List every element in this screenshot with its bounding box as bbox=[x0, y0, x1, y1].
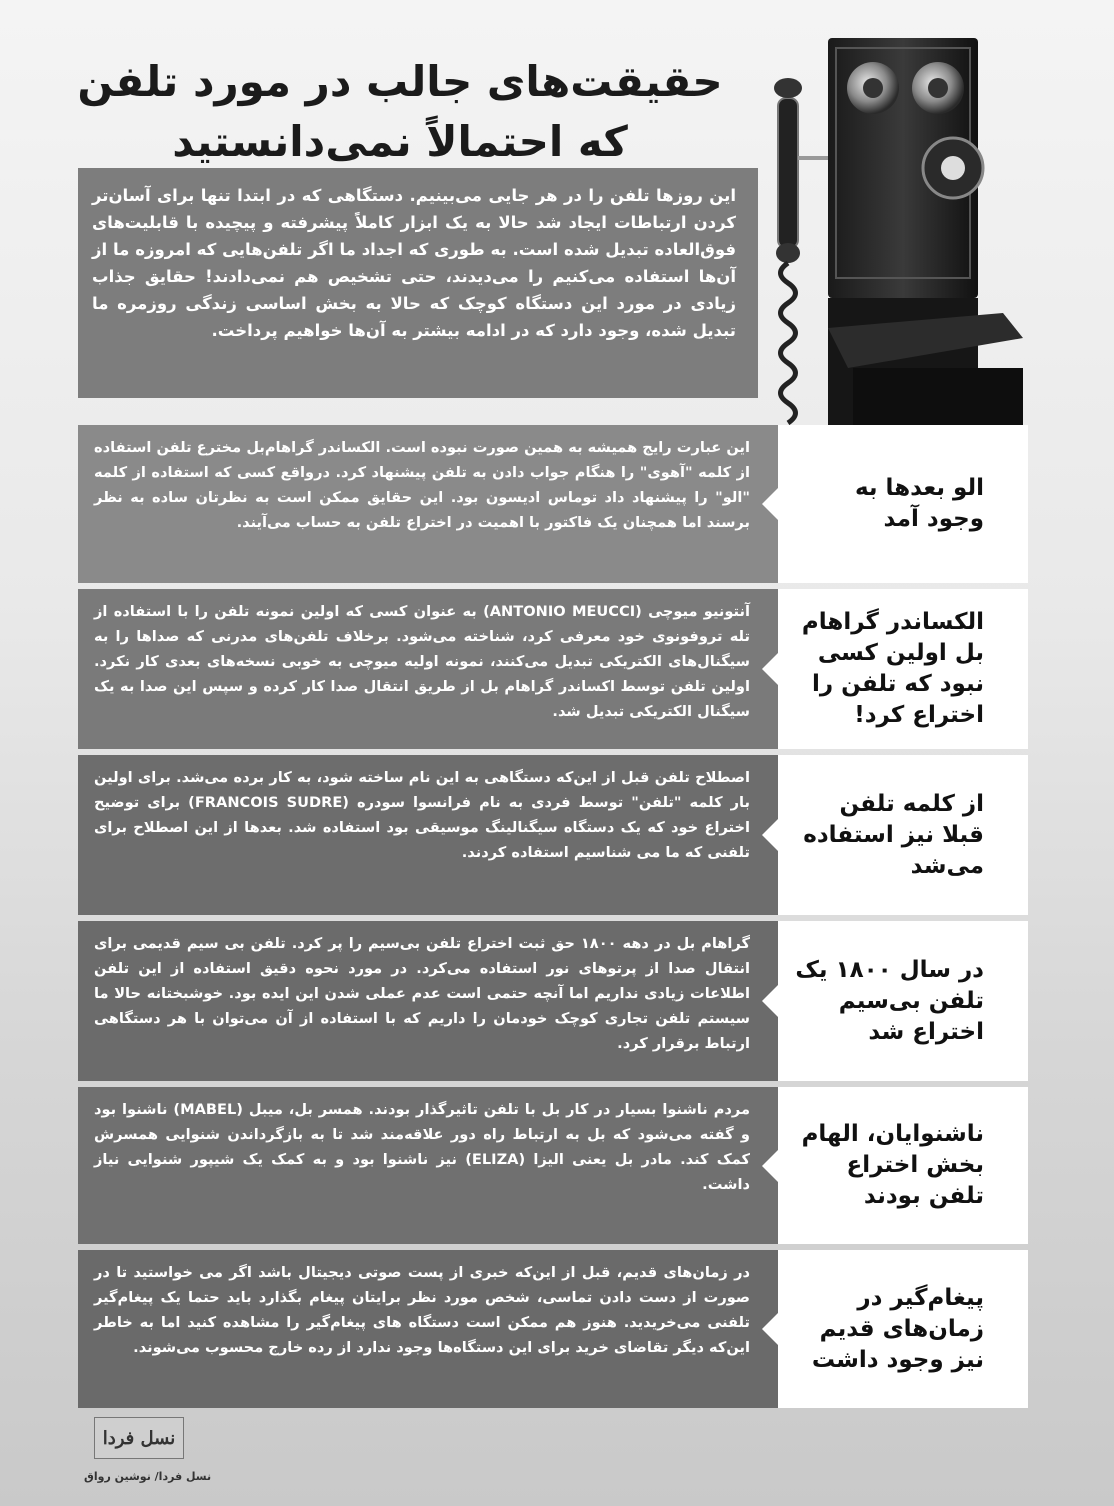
logo-mark: نسل فردا bbox=[94, 1417, 184, 1459]
fact-title bbox=[792, 921, 1014, 1081]
fact-title-box bbox=[778, 1250, 1028, 1408]
fact-title-label: الو بعدها به وجود آمد bbox=[854, 475, 984, 532]
fact-title-box bbox=[778, 1087, 1028, 1244]
fact-title-label: الکساندر گراهام بل اولین کسی نبود که تلفن را اختراع کرد! bbox=[801, 609, 984, 728]
title-line-2: که احتمالاً نمی‌دانستید bbox=[172, 117, 628, 166]
credit-line: نسل فردا/ نوشین رواق bbox=[84, 1470, 212, 1483]
fact-section-5 bbox=[78, 1087, 1028, 1244]
fact-title-label: در سال ۱۸۰۰ یک تلفن بی‌سیم اختراع شد bbox=[795, 956, 984, 1045]
title-line-1: حقیقت‌های جالب در مورد تلفن bbox=[77, 57, 723, 106]
fact-title bbox=[792, 589, 1014, 749]
page-title bbox=[70, 52, 730, 172]
fact-title-box bbox=[778, 425, 1028, 583]
fact-title bbox=[792, 425, 1014, 583]
fact-title-box bbox=[778, 589, 1028, 749]
fact-text: اصطلاح تلفن قبل از این‌که دستگاهی به این نام ساخته شود، به کار برده می‌شد. برای اولین بار کلمه "تلفن" توسط فردی به نام فرانسوا سودره (FRANCOIS SUDRE) برای توضیح اختراع خود که یک دستگاه سیگنالینگ موسیقی بود استفاده شد. بعدها از این اصطلاح برای تلفنی که ما می شناسیم استفاده کردند. bbox=[78, 755, 778, 915]
fact-title-label: از کلمه تلفن قبلا نیز استفاده می‌شد bbox=[803, 790, 984, 879]
fact-text: گراهام بل در دهه ۱۸۰۰ حق ثبت اختراع تلفن بی‌سیم را پر کرد. تلفن بی سیم قدیمی برای انتقال صدا از پرتوهای نور استفاده می‌کرد. در مورد نحوه دقیق استفاده از این تلفن اطلاعات زیادی نداریم اما آنچه حتمی است عدم عملی شدن این ایده بود. خوشبختانه حالا ما سیستم تلفن تجاری کوچک خودمان را داریم که با استفاده از آن می‌توان با هر دستگاهی ارتباط برقرار کرد. bbox=[78, 921, 778, 1081]
fact-text: مردم ناشنوا بسیار در کار بل با تلفن تاثیرگذار بودند. همسر بل، میبل (MABEL) ناشنوا بود و گفته می‌شود که بل به ارتباط راه دور علاقه‌مند شد تا به بازگرداندن شنوایی همسرش کمک کند. مادر بل یعنی الیزا (ELIZA) نیز ناشنوا بود و به کمک یک شیپور شنوایی نیاز داشت. bbox=[78, 1087, 778, 1244]
fact-text: آنتونیو میوچی (ANTONIO MEUCCI) به عنوان کسی که اولین نمونه تلفن را با استفاده از تله تروفونوی خود معرفی کرد، شناخته می‌شود. برخلاف تلفن‌های مدرنی که صداها را به سیگنال‌های الکتریکی تبدیل می‌کنند، نمونه اولیه میوچی به خوبی نسخه‌های بعدی کار نکرد. اولین تلفن توسط اکساندر گراهام بل از طریق انتقال صدا کار کرده و سپس این صدا به یک سیگنال الکتریکی تبدیل شد. bbox=[78, 589, 778, 749]
fact-title-label: ناشنوایان، الهام بخش اختراع تلفن بودند bbox=[801, 1121, 984, 1209]
fact-section-4 bbox=[78, 921, 1028, 1081]
fact-title-box bbox=[778, 755, 1028, 915]
fact-title-label: پیغام‌گیر در زمان‌های قدیم نیز وجود داشت bbox=[811, 1284, 984, 1373]
fact-section-3 bbox=[78, 755, 1028, 915]
fact-section-1 bbox=[78, 425, 1028, 583]
fact-title bbox=[792, 1250, 1014, 1408]
fact-title bbox=[792, 755, 1014, 915]
intro-paragraph: این روزها تلفن را در هر جایی می‌بینیم. دستگاهی که در ابتدا تنها برای آسان‌تر کردن ارتباطات ایجاد شد حالا به یک ابزار کاملاً پیشرفته و پیچیده با قابلیت‌های فوق‌العاده تبدیل شده است. به طوری که اجداد ما اگر تلفن‌هایی که امروزه ما از آن‌ها استفاده می‌کنیم را می‌دیدند، حتی تشخیص هم نمی‌دادند! حقایق جذاب زیادی در مورد این دستگاه کوچک که حالا به بخش اساسی زندگی روزمره ما تبدیل شده، وجود دارد که در ادامه بیشتر به آن‌ها خواهیم پرداخت. bbox=[78, 168, 758, 398]
fact-section-6 bbox=[78, 1250, 1028, 1408]
fact-title-box bbox=[778, 921, 1028, 1081]
fact-text: در زمان‌های قدیم، قبل از این‌که خبری از پست صوتی دیجیتال باشد اگر می خواستید تا در صورت از دست دادن تماسی، شخص مورد نظر برایتان پیغام بگذارد باید حتما یک پیغام‌گیر تلفنی می‌خریدید. هنوز هم ممکن است دستگاه های پیغام‌گیر را مشاهده کنید اما به خاطر این‌که دیگر تقاضای خرید برای این دستگاه‌ها وجود ندارد از رده خارج محسوب می‌شوند. bbox=[78, 1250, 778, 1408]
antique-wall-telephone-icon bbox=[758, 38, 1058, 470]
fact-text: این عبارت رایج همیشه به همین صورت نبوده است. الکساندر گراهام‌بل مخترع تلفن استفاده از کلمه "آهوی" را هنگام جواب دادن به تلفن پیشنهاد کرد. درواقع کسی که استفاده از کلمه "الو" را پیشنهاد داد توماس ادیسون بود. این حقایق ممکن است به نظرتان ساده به نظر برسند اما همچنان یک فاکتور با اهمیت در اختراع تلفن به حساب می‌آیند. bbox=[78, 425, 778, 583]
fact-section-2 bbox=[78, 589, 1028, 749]
fact-title bbox=[792, 1087, 1014, 1244]
